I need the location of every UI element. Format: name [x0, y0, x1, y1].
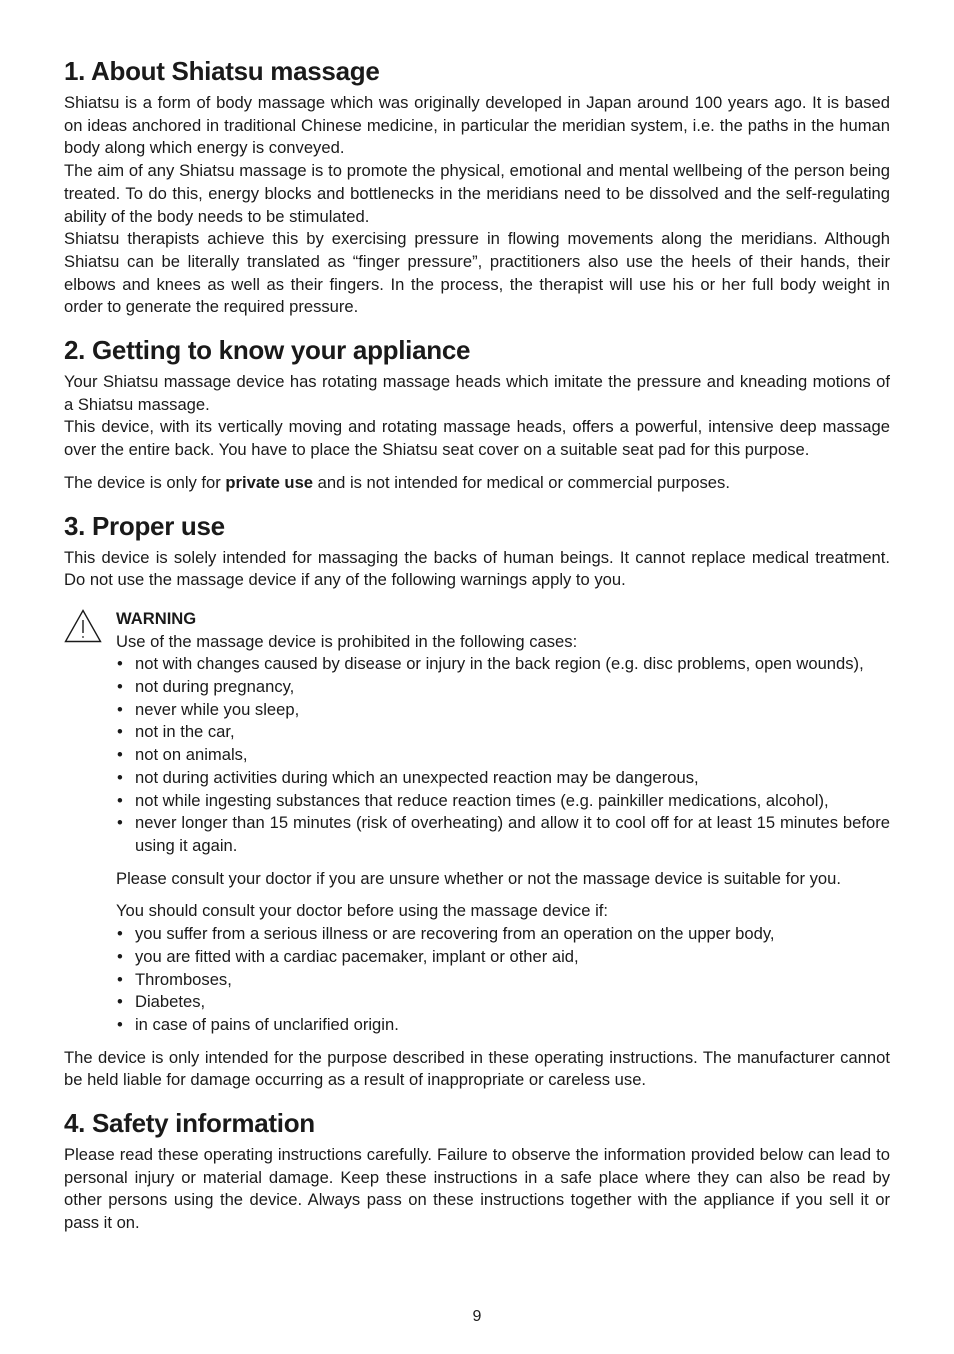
list-item: • not during pregnancy,	[116, 676, 890, 699]
prohibited-cases-list	[116, 653, 890, 857]
spacer	[64, 1037, 890, 1047]
consult-intro: You should consult your doctor before using the massage device if:	[116, 901, 608, 921]
paragraph: This device, with its vertically moving and rotating massage heads, offers a powerful, intensive deep massage over the entire back. You have to place the Shiatsu seat cover on a suitable seat pad for this purpose.	[64, 417, 890, 460]
list-item: • you suffer from a serious illness or are recovering from an operation on the upper body,	[116, 923, 890, 946]
private-use-paragraph	[64, 472, 890, 495]
spacer	[64, 319, 890, 335]
spacer	[64, 462, 890, 472]
section-heading: 4. Safety information	[64, 1108, 315, 1139]
spacer	[116, 890, 890, 900]
emphasis-private-use: private use	[225, 472, 314, 492]
text-run: The device is only for	[64, 472, 226, 492]
spacer	[116, 858, 890, 868]
paragraph: The device is only intended for the purpose described in these operating instructions. The manufacturer cannot be held liable for damage occurring as a result of inappropriate or careless use.	[64, 1047, 890, 1090]
list-item: • Diabetes,	[116, 991, 890, 1014]
paragraph: Shiatsu therapists achieve this by exercising pressure in flowing movements along the meridians. Although Shiatsu can be literally translated as “finger pressure”, practitioners also use the heels of their hands, their elbows and knees as well as their fingers. In the process, the therapist will use his or her full body weight in order to generate the required pressure.	[64, 229, 890, 317]
paragraph: Please read these operating instructions carefully. Failure to observe the information provided below can lead to personal injury or material damage. Keep these instructions in a safe place where they can also be read by other persons using the device. Always pass on these instructions together with the appliance if you sell it or pass it on.	[64, 1145, 890, 1233]
warning-block	[64, 608, 890, 1037]
section-safety-information	[64, 1108, 890, 1235]
page-number: 9	[472, 1308, 482, 1325]
list-item: • never while you sleep,	[116, 699, 890, 722]
paragraph: This device is solely intended for massaging the backs of human beings. It cannot replace medical treatment. Do not use the massage device if any of the following warnings apply to you.	[64, 547, 890, 590]
paragraph: The aim of any Shiatsu massage is to promote the physical, emotional and mental wellbeing of the person being treated. To do this, energy blocks and bottlenecks in the meridians need to be dissolved and the self-regulating ability of the body needs to be stimulated.	[64, 161, 890, 226]
section-proper-use	[64, 511, 890, 1092]
warning-intro: Use of the massage device is prohibited in the following cases:	[116, 631, 578, 651]
text-run: and is not intended for medical or commercial purposes.	[313, 472, 730, 492]
spacer	[64, 495, 890, 511]
list-item: • Thromboses,	[116, 969, 890, 992]
list-item: • not in the car,	[116, 721, 890, 744]
warning-title: WARNING	[116, 608, 197, 628]
consult-conditions-list	[116, 923, 890, 1037]
section-heading: 3. Proper use	[64, 510, 225, 541]
paragraph: Shiatsu is a form of body massage which was originally developed in Japan around 100 years ago. It is based on ideas anchored in traditional Chinese medicine, in particular the meridian system, i.e. the paths in the human body along which energy is conveyed.	[64, 93, 890, 158]
list-item: • not on animals,	[116, 744, 890, 767]
list-item: • not with changes caused by disease or injury in the back region (e.g. disc problems, open wounds),	[116, 653, 890, 676]
list-item: • you are fitted with a cardiac pacemaker, implant or other aid,	[116, 946, 890, 969]
list-item: • in case of pains of unclarified origin.	[116, 1014, 890, 1037]
warning-triangle-icon	[64, 609, 102, 643]
section-heading: 1. About Shiatsu massage	[64, 56, 380, 86]
paragraph: Your Shiatsu massage device has rotating massage heads which imitate the pressure and kneading motions of a Shiatsu massage.	[64, 372, 890, 414]
section-getting-to-know	[64, 335, 890, 495]
section-heading: 2. Getting to know your appliance	[64, 335, 471, 366]
section-about-shiatsu	[64, 56, 890, 319]
consult-note: Please consult your doctor if you are unsure whether or not the massage device is suitable for you.	[116, 868, 841, 888]
list-item: • not while ingesting substances that reduce reaction times (e.g. painkiller medications, alcohol),	[116, 790, 890, 813]
list-item: • not during activities during which an unexpected reaction may be dangerous,	[116, 767, 890, 790]
spacer	[64, 1092, 890, 1108]
page-content	[64, 56, 890, 1235]
list-item: • never longer than 15 minutes (risk of overheating) and allow it to cool off for at least 15 minutes before using it again.	[116, 812, 890, 857]
